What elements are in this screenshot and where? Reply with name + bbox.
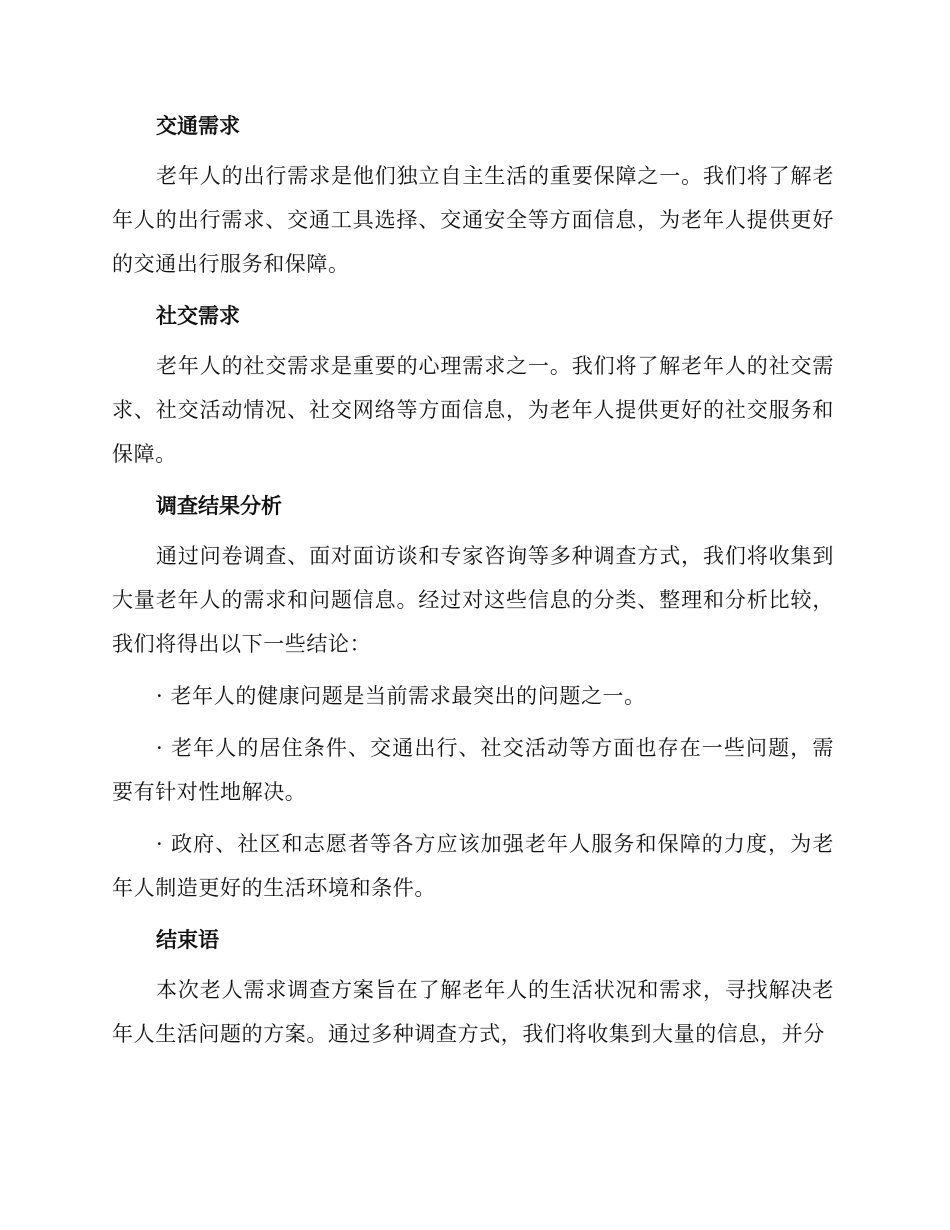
section-paragraph-closing: 本次老人需求调查方案旨在了解老年人的生活状况和需求，寻找解决老年人生活问题的方案。通过多种调查方式，我们将收集到大量的信息，并分 bbox=[112, 978, 834, 1046]
section-paragraph-social: 老年人的社交需求是重要的心理需求之一。我们将了解老年人的社交需求、社交活动情况、社交网络等方面信息，为老年人提供更好的社交服务和保障。 bbox=[112, 354, 834, 466]
conclusion-bullet-1: · 老年人的健康问题是当前需求最突出的问题之一。 bbox=[156, 684, 646, 708]
section-heading-closing: 结束语 bbox=[156, 928, 219, 952]
document-page bbox=[112, 104, 834, 1064]
section-heading-social: 社交需求 bbox=[156, 304, 240, 328]
conclusion-bullet-3: · 政府、社区和志愿者等各方应该加强老年人服务和保障的力度，为老年人制造更好的生活环境和条件。 bbox=[112, 832, 834, 900]
section-paragraph-transport: 老年人的出行需求是他们独立自主生活的重要保障之一。我们将了解老年人的出行需求、交通工具选择、交通安全等方面信息，为老年人提供更好的交通出行服务和保障。 bbox=[112, 164, 834, 276]
section-heading-analysis: 调查结果分析 bbox=[156, 494, 282, 518]
section-paragraph-analysis: 通过问卷调查、面对面访谈和专家咨询等多种调查方式，我们将收集到大量老年人的需求和问题信息。经过对这些信息的分类、整理和分析比较，我们将得出以下一些结论： bbox=[112, 544, 834, 656]
section-heading-transport: 交通需求 bbox=[156, 114, 240, 138]
conclusion-bullet-2: · 老年人的居住条件、交通出行、社交活动等方面也存在一些问题，需要有针对性地解决。 bbox=[112, 736, 834, 804]
